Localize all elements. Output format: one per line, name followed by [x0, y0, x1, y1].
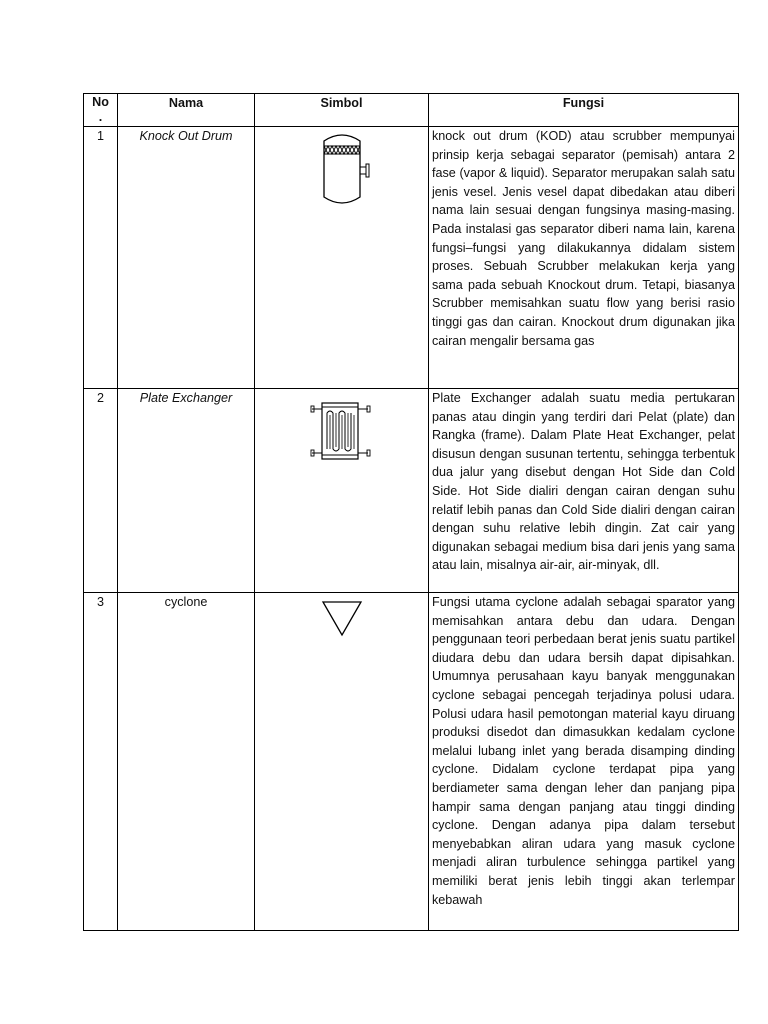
symbol-cell	[255, 593, 429, 931]
symbol-cell	[255, 389, 429, 593]
function-description: Fungsi utama cyclone adalah sebagai sparator yang memisahkan antara debu dan udara. Dengan penggunaan teori perbedaan berat jenis suatu partikel diudara debu dan udara bersih dapat dipisahkan. Umumnya perusahaan kayu banyak menggunakan cyclone sebagai pencegah terjadinya polusi udara. Polusi udara hasil pemotongan material kayu diruang produksi disedot dan dimasukkan kedalam cyclone melalui lubang inlet yang berada disamping dinding cyclone. Didalam cyclone terdapat pipa yang berdiameter sama dengan leher dan panjang pipa hampir sama dengan panjang atau tinggi dinding cyclone. Dengan adanya pipa dalam tersebut menyebabkan aliran udara yang masuk cyclone menjadi aliran turbulence sehingga partikel yang memiliki berat jenis lebih tinggi akan terlempar kebawah	[429, 593, 739, 931]
row-number: 2	[84, 389, 118, 593]
knock-out-drum-icon	[312, 131, 372, 207]
table-row	[84, 593, 739, 931]
table-row	[84, 127, 739, 389]
row-number: 1	[84, 127, 118, 389]
header-nama: Nama	[118, 94, 255, 127]
function-description: Plate Exchanger adalah suatu media pertukaran panas atau dingin yang terdiri dari Pelat (plate) dan Rangka (frame). Dalam Plate Heat Exchanger, pelat disusun dengan susunan tertentu, sehingga terbentuk dua jalur yang disebut dengan Hot Side dan Cold Side. Hot Side dialiri dengan cairan dengan suhu relatif lebih panas dan Cold Side dialiri dengan cairan dengan suhu relative lebih dingin. Zat cair yang digunakan sebagai medium bisa dari jenis yang sama atau lain, misalnya air-air, air-minyak, dll.	[429, 389, 739, 593]
symbol-cell	[255, 127, 429, 389]
table-header-row	[84, 94, 739, 127]
function-description: knock out drum (KOD) atau scrubber mempunyai prinsip kerja sebagai separator (pemisah) antara 2 fase (vapor & liquid). Separator merupakan salah satu jenis vesel. Jenis vesel dapat dibedakan atau diberi nama lain sesuai dengan fungsinya masing-masing. Pada instalasi gas separator diberi nama lain, karena fungsi–fungsi yang dilakukannya didalam sistem proses. Sebuah Scrubber melakukan kerja yang sama pada sebuah Knockout drum. Tetapi, biasanya Scrubber memisahkan suatu flow yang berisi rasio tinggi gas dan cairan. Knockout drum digunakan jika cairan mengalir bersama gas	[429, 127, 739, 389]
row-number: 3	[84, 593, 118, 931]
equipment-name: Plate Exchanger	[118, 389, 255, 593]
header-no	[84, 94, 118, 127]
header-no-label: No	[92, 95, 109, 109]
header-no-dot: .	[98, 110, 103, 124]
header-fungsi: Fungsi	[429, 94, 739, 127]
equipment-name: cyclone	[118, 593, 255, 931]
cyclone-icon	[320, 599, 364, 639]
equipment-name: Knock Out Drum	[118, 127, 255, 389]
equipment-table	[83, 93, 739, 931]
table-row	[84, 389, 739, 593]
plate-exchanger-icon	[310, 397, 374, 461]
header-simbol: Simbol	[255, 94, 429, 127]
